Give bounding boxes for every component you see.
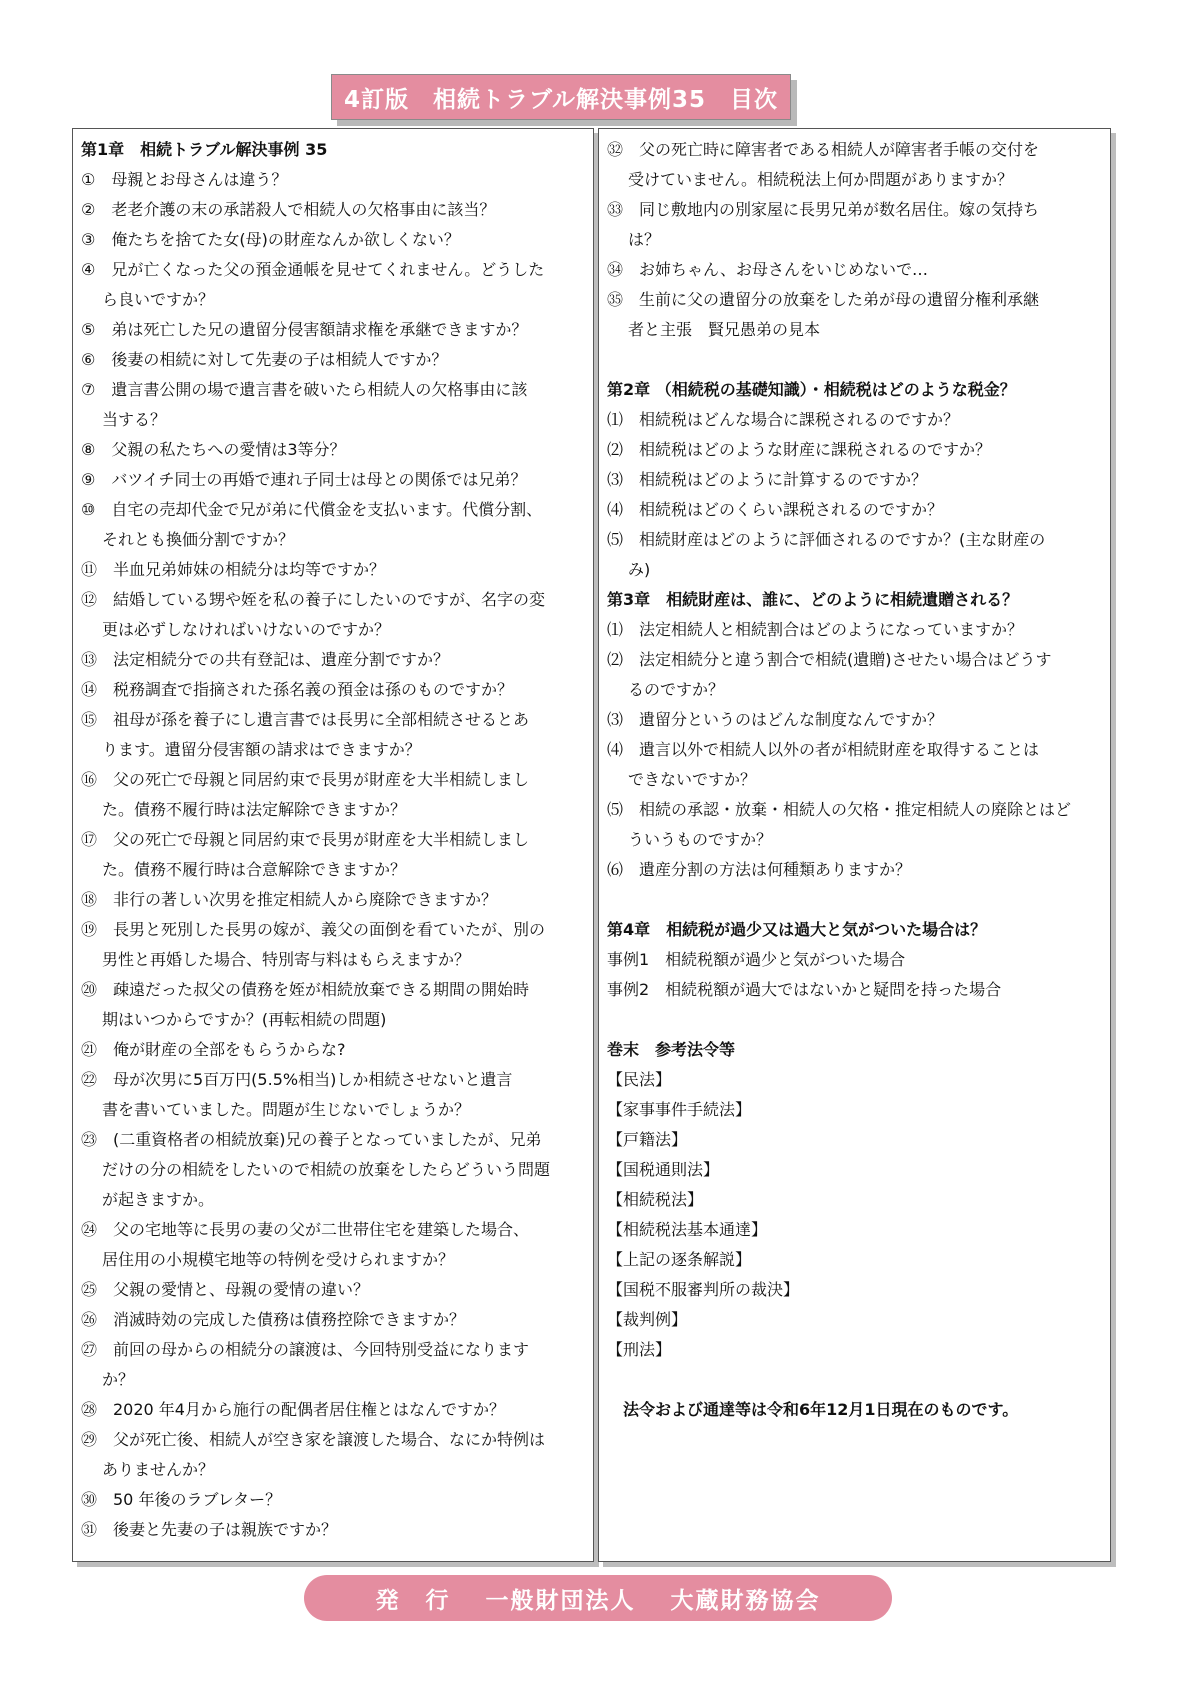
toc-right-column (598, 128, 1111, 1562)
toc-line: ⑮ 祖母が孫を養子にし遺言書では長男に全部相続させるとあ (81, 710, 530, 729)
toc-line: ④ 兄が亡くなった父の預金通帳を見せてくれません。どうした (81, 260, 545, 279)
section-heading: 第1章 相続トラブル解決事例 35 (81, 140, 328, 159)
toc-line: ります。遺留分侵害額の請求はできますか？ (102, 740, 421, 759)
toc-line: 【民法】 (607, 1070, 672, 1089)
toc-line: ㉘ 2020 年4月から施行の配偶者居住権とはなんですか？ (81, 1400, 505, 1419)
toc-line: 受けていません。相続税法上何か問題がありますか？ (628, 170, 1013, 189)
toc-line: た。債務不履行時は法定解除できますか？ (102, 800, 407, 819)
toc-line: ⑸ 相続財産はどのように評価されるのですか？(主な財産の (607, 530, 1046, 549)
toc-line: ⑲ 長男と死別した長男の嫁が、義父の面倒を看ていたが、別の (81, 920, 546, 939)
toc-line: 当する？ (102, 410, 167, 429)
toc-line: ⑳ 疎遠だった叔父の債務を姪が相続放棄できる期間の開始時 (81, 980, 530, 999)
toc-line: ㉗ 前回の母からの相続分の譲渡は、今回特別受益になります (81, 1340, 530, 1359)
toc-line: ⑭ 税務調査で指摘された孫名義の預金は孫のものですか？ (81, 680, 514, 699)
toc-line: ⑬ 法定相続分での共有登記は、遺産分割ですか？ (81, 650, 450, 669)
toc-line: 事例1 相続税額が過少と気がついた場合 (607, 950, 906, 969)
toc-line: ① 母親とお母さんは違う？ (81, 170, 288, 189)
toc-line: ㉓ (二重資格者の相続放棄)兄の養子となっていましたが、兄弟 (81, 1130, 542, 1149)
toc-line: 書を書いていました。問題が生じないでしょうか？ (102, 1100, 471, 1119)
publisher-footer (304, 1575, 892, 1621)
toc-line: ⑹ 遺産分割の方法は何種類ありますか？ (607, 860, 912, 879)
toc-line: ㉒ 母が次男に5百万円(5.5%相当)しか相続させないと遺言 (81, 1070, 513, 1089)
toc-line: 男性と再婚した場合、特別寄与料はもらえますか？ (102, 950, 471, 969)
toc-line: 【相続税法基本通達】 (607, 1220, 768, 1239)
toc-line: できないですか？ (628, 770, 757, 789)
section-heading: 第2章 （相続税の基礎知識）・相続税はどのような税金？ (607, 380, 1016, 399)
toc-line: ㉞ お姉ちゃん、お母さんをいじめないで… (607, 260, 928, 279)
toc-line: ㉕ 父親の愛情と、母親の愛情の違い？ (81, 1280, 370, 1299)
toc-line: 【国税不服審判所の裁決】 (607, 1280, 800, 1299)
toc-line: ㉛ 後妻と先妻の子は親族ですか？ (81, 1520, 338, 1539)
toc-line: それとも換価分割ですか？ (102, 530, 295, 549)
toc-line: 期はいつからですか？(再転相続の問題) (102, 1010, 387, 1029)
toc-line: た。債務不履行時は合意解除できますか？ (102, 860, 407, 879)
toc-line: ㉜ 父の死亡時に障害者である相続人が障害者手帳の交付を (607, 140, 1040, 159)
toc-line: ⑩ 自宅の売却代金で兄が弟に代償金を支払います。代償分割、 (81, 500, 543, 519)
spacer (607, 885, 1102, 915)
toc-line: ⑯ 父の死亡で母親と同居約束で長男が財産を大半相続しまし (81, 770, 530, 789)
toc-line: ⑥ 後妻の相続に対して先妻の子は相続人ですか？ (81, 350, 448, 369)
toc-line: ういうものですか？ (628, 830, 773, 849)
section-heading: 法令および通達等は令和6年12月1日現在のものです。 (607, 1400, 1019, 1419)
spacer (607, 1365, 1102, 1395)
toc-line: 者と主張 賢兄愚弟の見本 (628, 320, 821, 339)
toc-line: ㉟ 生前に父の遺留分の放棄をした弟が母の遺留分権利承継 (607, 290, 1040, 309)
toc-line: 【刑法】 (607, 1340, 672, 1359)
toc-line: だけの分の相続をしたいので相続の放棄をしたらどういう問題 (102, 1160, 551, 1179)
toc-line: ③ 俺たちを捨てた女(母)の財産なんか欲しくない？ (81, 230, 460, 249)
toc-line: ⑧ 父親の私たちへの愛情は3等分？ (81, 440, 346, 459)
toc-line: ⑸ 相続の承認・放棄・相続人の欠格・推定相続人の廃除とはど (607, 800, 1072, 819)
section-heading: 第4章 相続税が過少又は過大と気がついた場合は？ (607, 920, 987, 939)
toc-line: 【戸籍法】 (607, 1130, 688, 1149)
toc-line: ⑪ 半血兄弟姉妹の相続分は均等ですか？ (81, 560, 386, 579)
toc-line: ら良いですか？ (102, 290, 215, 309)
toc-line: ⑫ 結婚している甥や姪を私の養子にしたいのですが、名字の変 (81, 590, 546, 609)
toc-left-column (72, 128, 594, 1562)
toc-line: 居住用の小規模宅地等の特例を受けられますか？ (102, 1250, 455, 1269)
toc-line: ② 老老介護の末の承諾殺人で相続人の欠格事由に該当？ (81, 200, 496, 219)
toc-line: ⑨ バツイチ同士の再婚で連れ子同士は母との関係では兄弟？ (81, 470, 527, 489)
toc-line: ⑴ 相続税はどんな場合に課税されるのですか？ (607, 410, 960, 429)
toc-line: ⑶ 相続税はどのように計算するのですか？ (607, 470, 928, 489)
toc-line: るのですか？ (628, 680, 725, 699)
toc-line: ⑵ 相続税はどのような財産に課税されるのですか？ (607, 440, 992, 459)
toc-line: 【裁判例】 (607, 1310, 688, 1329)
section-heading: 巻末 参考法令等 (607, 1040, 736, 1059)
toc-line: ⑤ 弟は死亡した兄の遺留分侵害額請求権を承継できますか？ (81, 320, 528, 339)
toc-line: 【家事事件手続法】 (607, 1100, 752, 1119)
toc-line: 【相続税法】 (607, 1190, 704, 1209)
toc-line: ⑴ 法定相続人と相続割合はどのようになっていますか？ (607, 620, 1024, 639)
toc-line: ⑦ 遺言書公開の場で遺言書を破いたら相続人の欠格事由に該 (81, 380, 528, 399)
toc-line: ⑵ 法定相続分と違う割合で相続(遺贈)させたい場合はどうす (607, 650, 1052, 669)
publisher-name: 発 行 一般財団法人 大蔵財務協会 (375, 1587, 821, 1614)
section-heading: 第3章 相続財産は、誰に、どのように相続遺贈される？ (607, 590, 1019, 609)
toc-line: み) (628, 560, 651, 579)
toc-line: 【国税通則法】 (607, 1160, 720, 1179)
toc-line: か？ (102, 1370, 135, 1389)
toc-line: ⑱ 非行の著しい次男を推定相続人から廃除できますか？ (81, 890, 498, 909)
spacer (607, 1005, 1102, 1035)
toc-line: ㉑ 俺が財産の全部をもらうからな? (81, 1040, 346, 1059)
toc-line: ㉝ 同じ敷地内の別家屋に長男兄弟が数名居住。嫁の気持ち (607, 200, 1040, 219)
toc-line: ㉙ 父が死亡後、相続人が空き家を譲渡した場合、なにか特例は (81, 1430, 546, 1449)
toc-line: 事例2 相続税額が過大ではないかと疑問を持った場合 (607, 980, 1002, 999)
toc-line: ありませんか？ (102, 1460, 215, 1479)
toc-line: が起きますか。 (102, 1190, 215, 1209)
toc-line: 更は必ずしなければいけないのですか？ (102, 620, 391, 639)
toc-line: ㉖ 消滅時効の完成した債務は債務控除できますか？ (81, 1310, 466, 1329)
toc-line: ⑷ 相続税はどのくらい課税されるのですか？ (607, 500, 944, 519)
toc-line: ㉔ 父の宅地等に長男の妻の父が二世帯住宅を建築した場合、 (81, 1220, 530, 1239)
toc-line: 【上記の逐条解説】 (607, 1250, 752, 1269)
toc-line: ㉚ 50 年後のラブレター？ (81, 1490, 282, 1509)
toc-line: ⑷ 遺言以外で相続人以外の者が相続財産を取得することは (607, 740, 1040, 759)
page-title: 4訂版 相続トラブル解決事例35 目次 (343, 86, 779, 113)
spacer (607, 345, 1102, 375)
title-banner (331, 74, 791, 120)
toc-line: ⑰ 父の死亡で母親と同居約束で長男が財産を大半相続しまし (81, 830, 530, 849)
toc-line: ⑶ 遺留分というのはどんな制度なんですか？ (607, 710, 944, 729)
toc-line: は？ (628, 230, 661, 249)
